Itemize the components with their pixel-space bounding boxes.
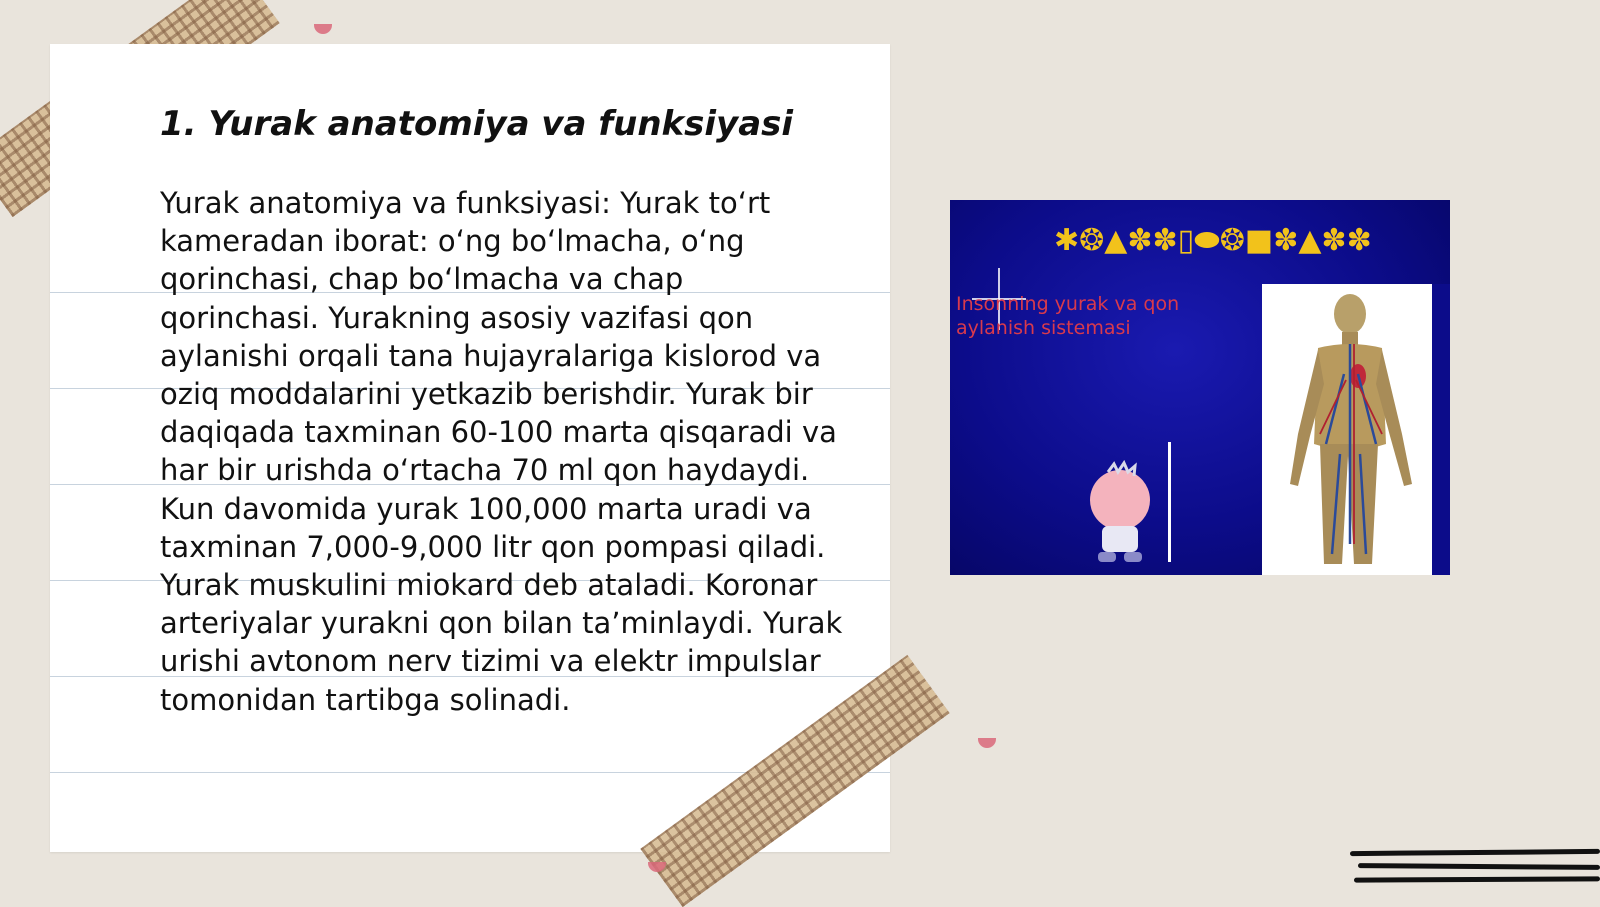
pin-top <box>314 24 332 34</box>
human-circulatory-figure <box>1262 284 1432 575</box>
slide-body-text: Yurak anatomiya va funksiyasi: Yurak to‘rt kameradan iborat: o‘ng bo‘lmacha, o‘ng qorinchasi, chap bo‘lmacha va chap qorinchasi. Yurakning asosiy vazifasi qon aylanishi orqali tana hujayralariga kislorod va oziq moddalarini yetkazib berishdir. Yurak bir daqiqada taxminan 60-100 marta qisqaradi va har bir urishda o‘rtacha 70 ml qon haydaydi. Kun davomida yurak 100,000 marta uradi va taxminan 7,000-9,000 litr qon pompasi qiladi. Yurak muskulini miokard deb ataladi. Koronar arteriyalar yurakni qon bilan ta’minlaydi. Yurak urishi avtonom nerv tizimi va elektr impulslar tomonidan tartibga solinadi. <box>160 186 843 717</box>
decorative-lines <box>1350 848 1600 888</box>
circulatory-system-picture <box>950 200 1450 575</box>
picture-divider-line <box>1168 442 1171 562</box>
picture-right-edge <box>1432 284 1450 575</box>
cartoon-child-figure <box>1080 460 1160 570</box>
decorative-line <box>1354 876 1600 882</box>
slide-title: 1. Yurak anatomiya va funksiyasi <box>160 104 794 144</box>
paper-sheet <box>50 44 890 852</box>
pin-bottom <box>978 738 996 748</box>
decorative-line <box>1350 849 1600 856</box>
picture-caption: Insonning yurak va qon aylanish sistemasi <box>956 293 1180 339</box>
decorative-symbols-row: ✱❂▲✽✽▯⬬❂■✽▲✽✽ <box>1054 223 1372 258</box>
decorative-line <box>1358 863 1600 870</box>
anatomy-figure-panel <box>1262 284 1432 575</box>
